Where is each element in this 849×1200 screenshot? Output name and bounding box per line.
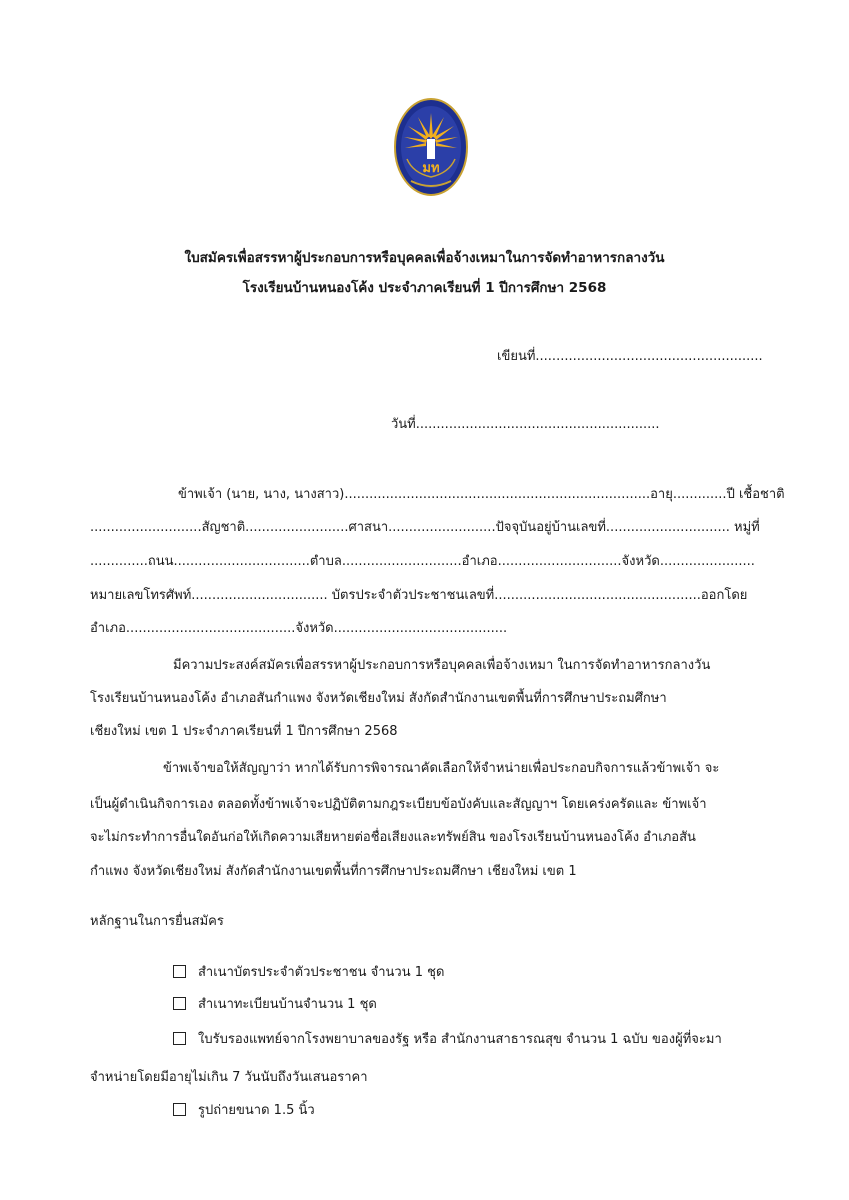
- evidence-item-label: รูปถ่ายขนาด 1.5 นิ้ว: [198, 1103, 315, 1118]
- document-subtitle: โรงเรียนบ้านหนองโค้ง ประจำภาคเรียนที่ 1 ปีการศึกษา 2568: [242, 280, 607, 296]
- checkbox-icon[interactable]: [173, 1103, 186, 1116]
- paragraph1-line: โรงเรียนบ้านหนองโค้ง อำเภอสันกำแพง จังหวัดเชียงใหม่ สังกัดสำนักงานเขตพื้นที่การศึกษาประถมศึกษา: [90, 691, 667, 706]
- form-line-nationality-address[interactable]: ...........................สัญชาติ.........................ศาสนา..........................ปัจจุบันอยู่บ้านเลขที่.............................. หมู่ที่: [90, 520, 760, 535]
- evidence-item-label: ใบรับรองแพทย์จากโรงพยาบาลของรัฐ หรือ สำนักงานสาธารณสุข จำนวน 1 ฉบับ ของผู้ที่จะมา: [198, 1032, 722, 1047]
- paragraph2-line: จะไม่กระทำการอื่นใดอันก่อให้เกิดความเสียหายต่อชื่อเสียงและทรัพย์สิน ของโรงเรียนบ้านหนองโค้ง อำเภอสัน: [90, 830, 696, 845]
- paragraph1-line: เชียงใหม่ เขต 1 ประจำภาคเรียนที่ 1 ปีการศึกษา 2568: [90, 724, 398, 739]
- checkbox-icon[interactable]: [173, 997, 186, 1010]
- form-line-name-age[interactable]: ข้าพเจ้า (นาย, นาง, นางสาว)..........................................................................อายุ.............ปี เชื้อชาติ: [178, 487, 785, 502]
- paragraph2-line: ข้าพเจ้าขอให้สัญญาว่า หากได้รับการพิจารณาคัดเลือกให้จำหน่ายเพื่อประกอบกิจการแล้วข้าพเจ้า จะ: [163, 761, 720, 776]
- ministry-emblem-logo: [393, 97, 469, 197]
- evidence-item-photo[interactable]: [173, 1099, 315, 1120]
- form-line-road-district[interactable]: ..............ถนน.................................ตำบล.............................อำเภอ..............................จังหวัด.......................: [90, 554, 755, 569]
- evidence-item-label: สำเนาทะเบียนบ้านจำนวน 1 ชุด: [198, 997, 377, 1012]
- form-line-issued-by[interactable]: อำเภอ.........................................จังหวัด..........................................: [90, 621, 508, 636]
- checkbox-icon[interactable]: [173, 965, 186, 978]
- document-title: ใบสมัครเพื่อสรรหาผู้ประกอบการหรือบุคคลเพื่อจ้างเหมาในการจัดทำอาหารกลางวัน: [184, 250, 665, 266]
- evidence-item-continuation: จำหน่ายโดยมีอายุไม่เกิน 7 วันนับถึงวันเสนอราคา: [90, 1070, 368, 1085]
- evidence-item-label: สำเนาบัตรประจำตัวประชาชน จำนวน 1 ชุด: [198, 965, 445, 980]
- written-at-field[interactable]: เขียนที่.......................................................: [497, 349, 763, 364]
- evidence-heading: หลักฐานในการยื่นสมัคร: [90, 914, 224, 929]
- evidence-item-house-registration[interactable]: [173, 993, 377, 1014]
- evidence-item-medical-certificate[interactable]: [173, 1028, 722, 1049]
- paragraph1-line: มีความประสงค์สมัครเพื่อสรรหาผู้ประกอบการหรือบุคคลเพื่อจ้างเหมา ในการจัดทำอาหารกลางวัน: [173, 658, 711, 673]
- date-field[interactable]: วันที่...........................................................: [391, 417, 660, 432]
- checkbox-icon[interactable]: [173, 1032, 186, 1045]
- emblem-text: มท: [422, 161, 440, 176]
- evidence-item-id-card[interactable]: [173, 961, 444, 982]
- form-line-phone-id[interactable]: หมายเลขโทรศัพท์................................. บัตรประจำตัวประชาชนเลขที่..................................................ออกโดย: [90, 588, 748, 603]
- paragraph2-line: เป็นผู้ดำเนินกิจการเอง ตลอดทั้งข้าพเจ้าจะปฏิบัติตามกฎระเบียบข้อบังคับและสัญญาฯ โดยเคร่งครัดและ ข้าพเจ้า: [90, 797, 707, 812]
- paragraph2-line: กำแพง จังหวัดเชียงใหม่ สังกัดสำนักงานเขตพื้นที่การศึกษาประถมศึกษา เชียงใหม่ เขต 1: [90, 864, 577, 879]
